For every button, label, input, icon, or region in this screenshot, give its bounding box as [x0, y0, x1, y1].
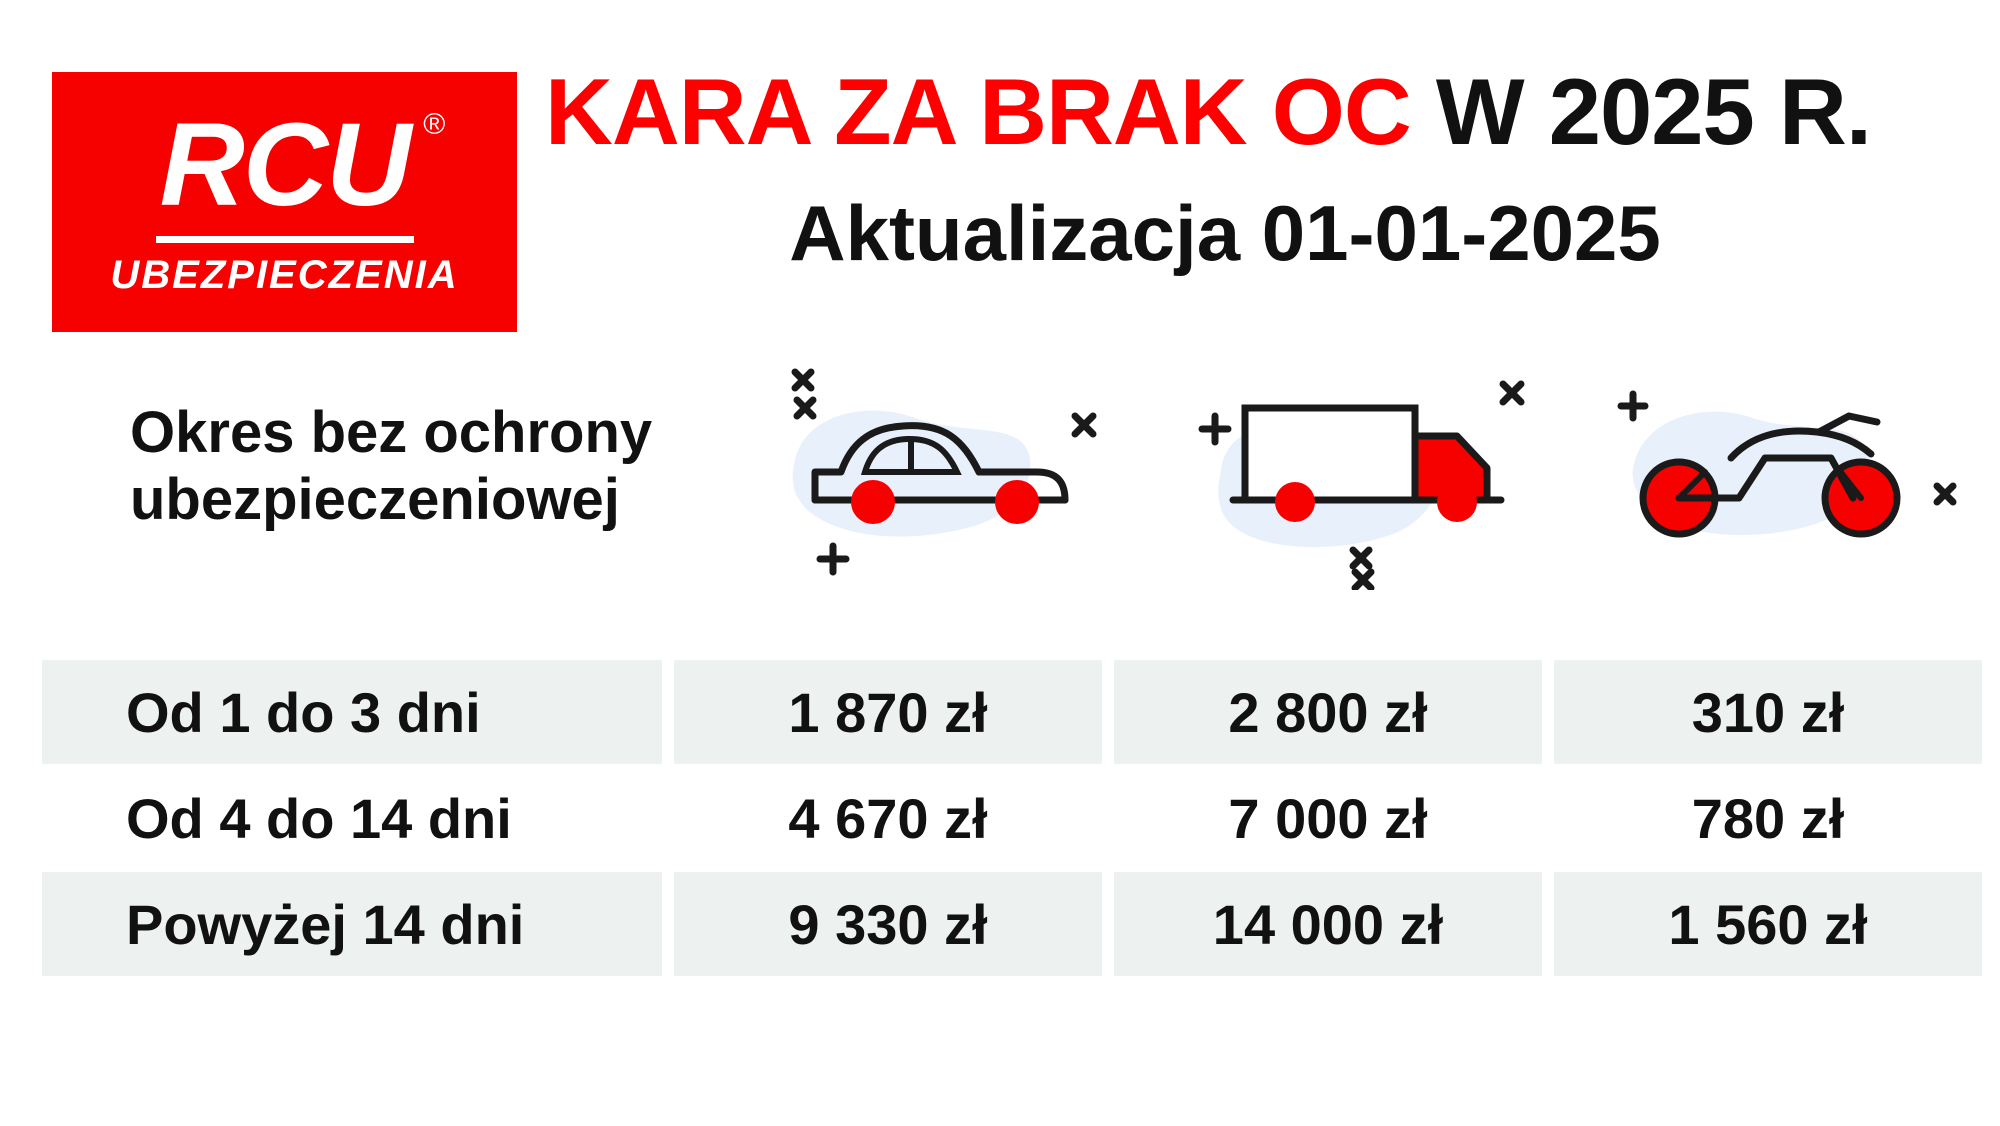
title-block [545, 58, 1965, 279]
logo-subtitle: UBEZPIECZENIA [110, 253, 459, 297]
logo-wordmark [159, 99, 444, 231]
rcu-logo [52, 72, 517, 332]
logo-divider [156, 236, 414, 243]
table-row [0, 872, 2000, 976]
page-title-black: W 2025 R. [1435, 59, 1871, 164]
row-value-car: 1 870 zł [674, 660, 1102, 764]
header [0, 0, 2000, 330]
column-header-row [0, 330, 2000, 630]
column-header-truck [1170, 350, 1600, 610]
column-header-motorcycle [1590, 350, 2000, 610]
row-value-car: 9 330 zł [674, 872, 1102, 976]
period-column-label: Okres bez ochrony ubezpieczeniowej [130, 400, 653, 532]
page-title [545, 58, 1965, 166]
table-row [0, 766, 2000, 870]
motorcycle-icon [1605, 350, 2000, 590]
page-title-red: KARA ZA BRAK OC [545, 59, 1411, 164]
page-subtitle: Aktualizacja 01-01-2025 [789, 189, 1661, 277]
logo-text: RCU [159, 99, 410, 231]
registered-trademark-icon: ® [423, 108, 444, 141]
row-period: Powyżej 14 dni [42, 872, 662, 976]
penalty-table [0, 660, 2000, 976]
row-period: Od 4 do 14 dni [42, 766, 662, 870]
column-header-car [740, 350, 1170, 610]
row-value-truck: 2 800 zł [1114, 660, 1542, 764]
row-period: Od 1 do 3 dni [42, 660, 662, 764]
truck-icon [1185, 350, 1585, 590]
table-row [0, 660, 2000, 764]
row-value-truck: 7 000 zł [1114, 766, 1542, 870]
row-value-motorcycle: 780 zł [1554, 766, 1982, 870]
row-value-truck: 14 000 zł [1114, 872, 1542, 976]
row-value-car: 4 670 zł [674, 766, 1102, 870]
row-value-motorcycle: 310 zł [1554, 660, 1982, 764]
row-value-motorcycle: 1 560 zł [1554, 872, 1982, 976]
car-icon [755, 350, 1155, 590]
